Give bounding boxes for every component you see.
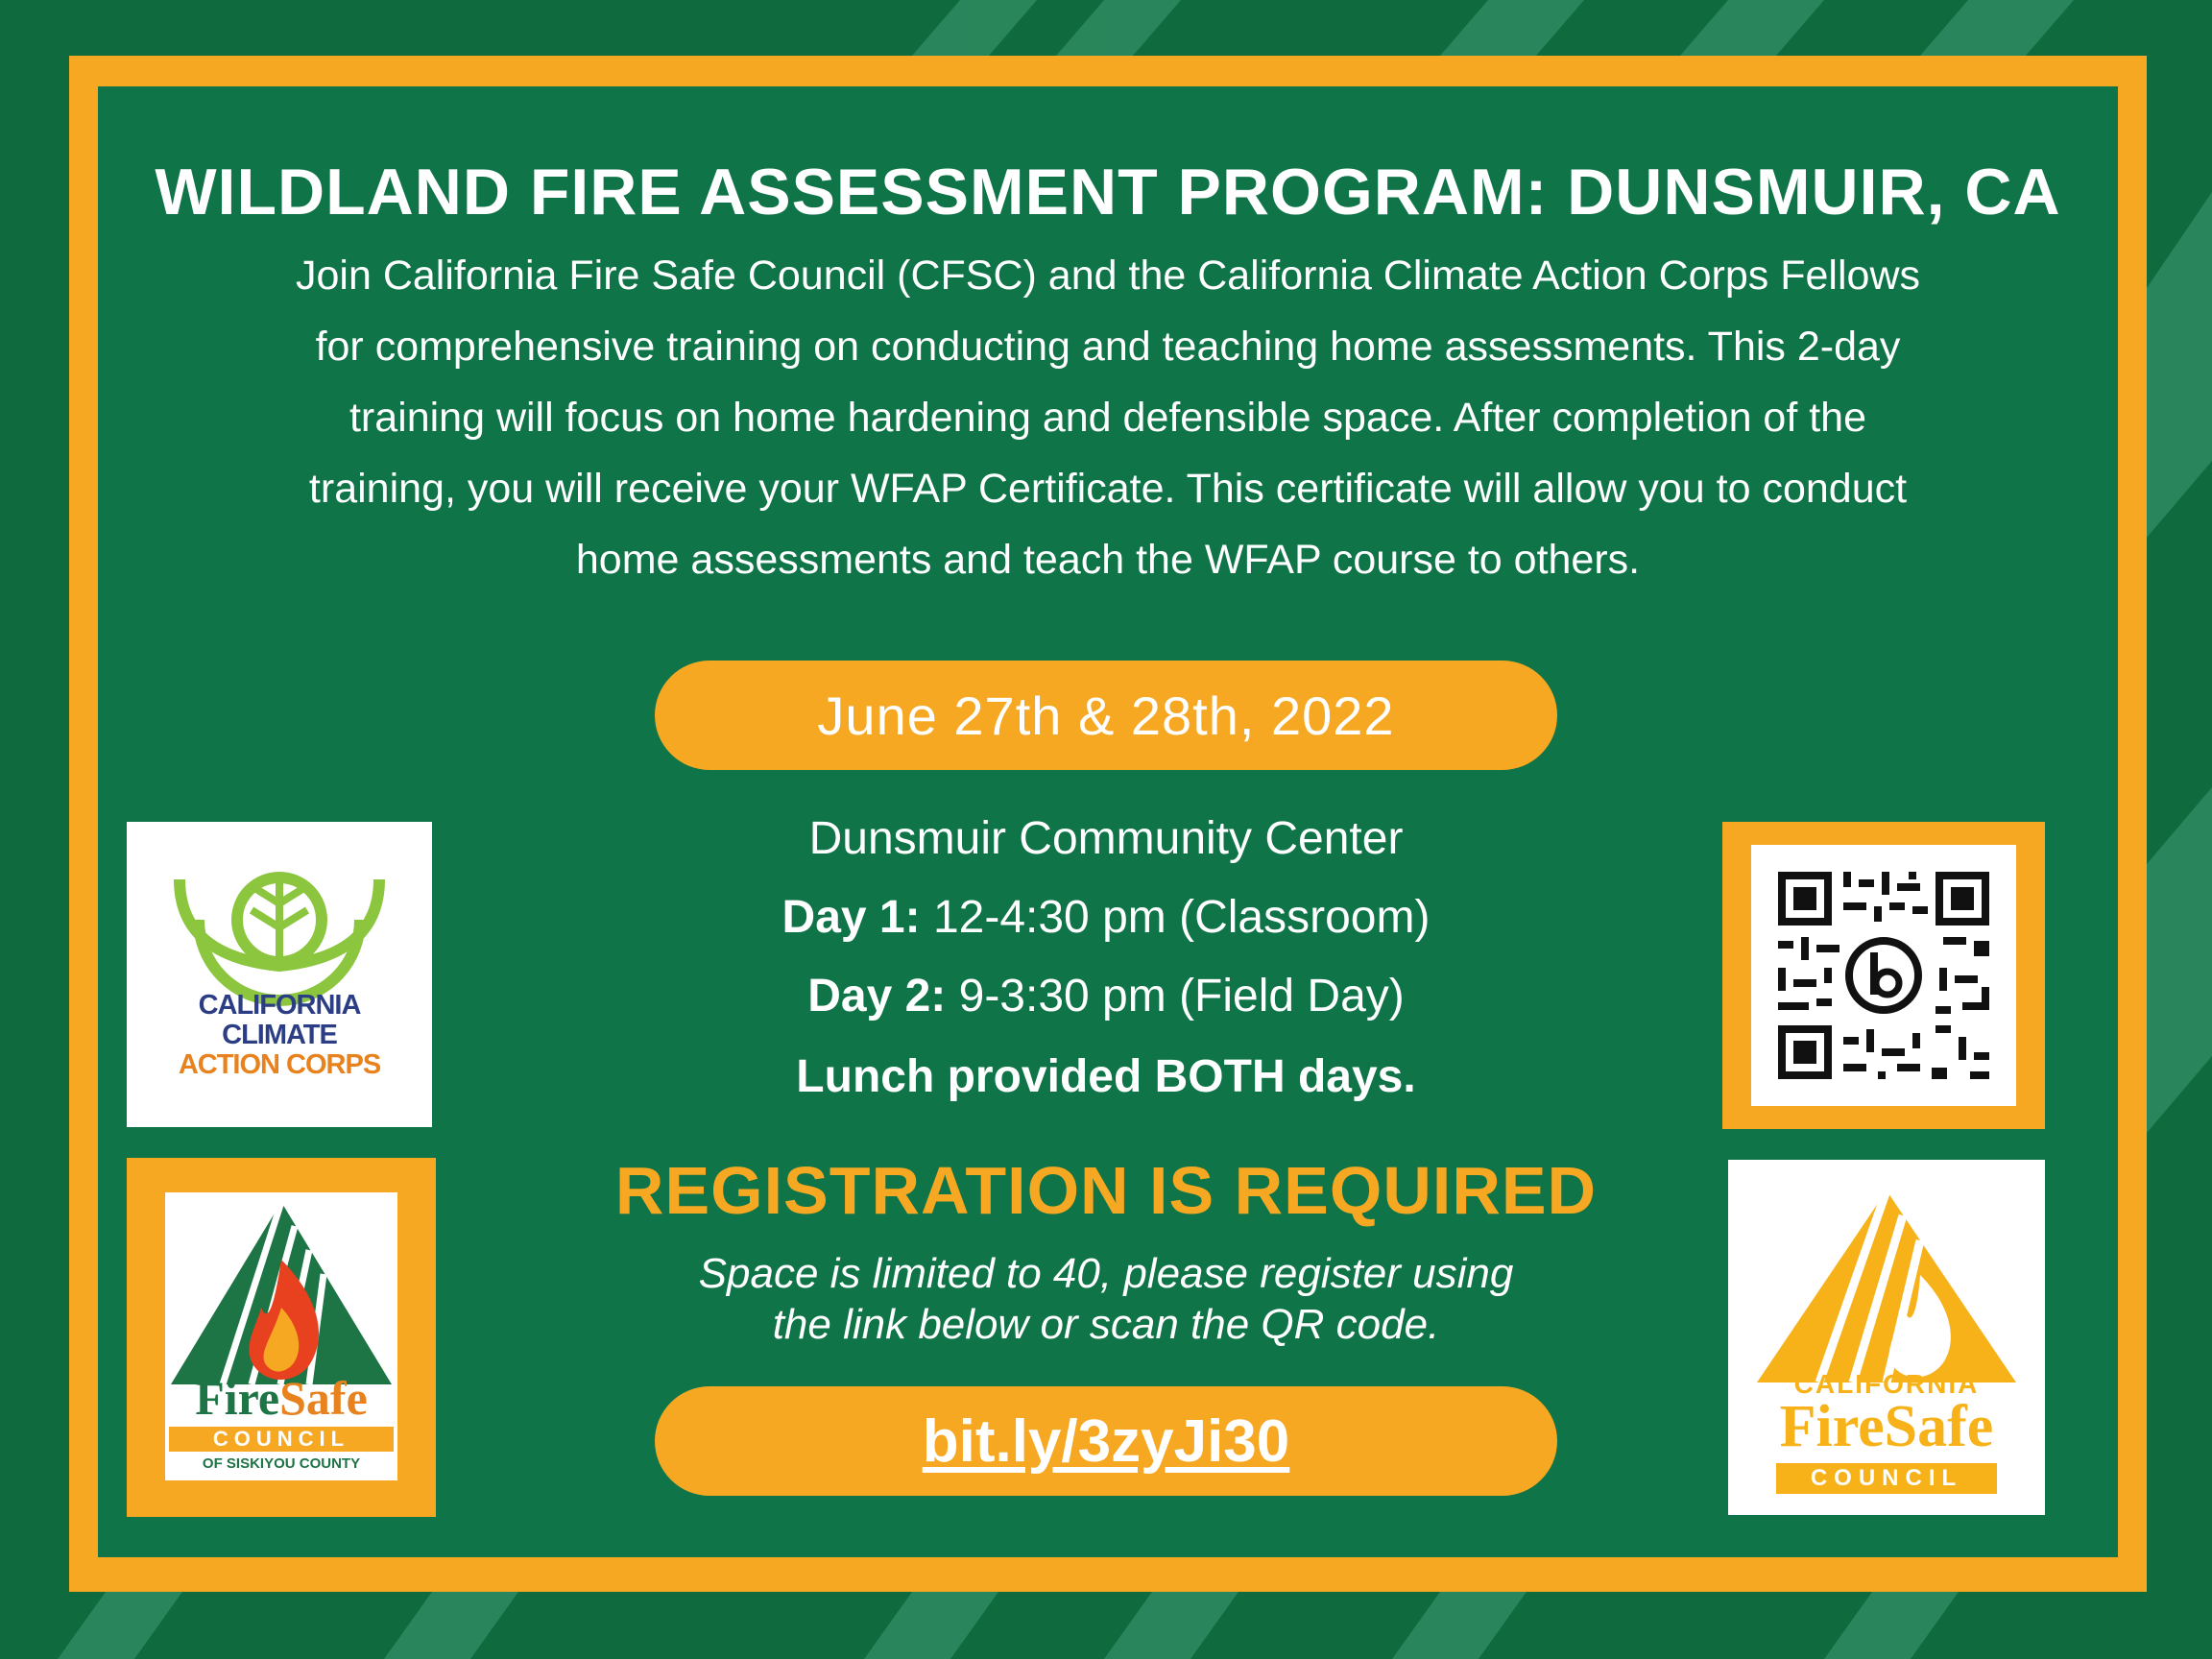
climate-corps-logo — [127, 822, 432, 1127]
space-note-line: Space is limited to 40, please register using — [698, 1250, 1514, 1297]
siskiyou-safe-text: Safe — [279, 1371, 368, 1425]
siskiyou-county-text: OF SISKIYOU COUNTY — [202, 1455, 361, 1472]
description-line: home assessments and teach the WFAP course to others. — [575, 537, 1641, 583]
qr-code-icon — [1751, 845, 2016, 1106]
qr-frame — [1722, 822, 2045, 1129]
cfsc-california-text: CALIFORNIA — [1793, 1369, 1980, 1399]
description-line: training will focus on home hardening and defensible space. After completion of the — [349, 395, 1867, 441]
description — [154, 240, 2062, 595]
description-line: Join California Fire Safe Council (CFSC) and the California Climate Action Corps Fellows — [296, 252, 1920, 299]
space-note-line: the link below or scan the QR code. — [772, 1301, 1440, 1348]
cfsc-triangle-icon — [1728, 1160, 2045, 1515]
day1-value: 12-4:30 pm (Classroom) — [920, 892, 1431, 943]
day2-label: Day 2: — [807, 971, 947, 1022]
day1-schedule — [576, 889, 1636, 947]
day1-label: Day 1: — [781, 892, 921, 943]
climate-corps-text: ACTION CORPS — [178, 1049, 381, 1080]
siskiyou-logo — [165, 1192, 397, 1480]
qr-code[interactable] — [1751, 845, 2016, 1106]
location: Dunsmuir Community Center — [808, 813, 1404, 864]
space-note — [538, 1248, 1674, 1350]
leaf-icon — [127, 822, 432, 1127]
siskiyou-logo-frame — [127, 1158, 436, 1517]
day2-schedule — [576, 968, 1636, 1025]
lunch-note: Lunch provided BOTH days. — [796, 1051, 1416, 1102]
cfsc-logo — [1728, 1160, 2045, 1515]
siskiyou-council-text: COUNCIL — [169, 1427, 394, 1452]
climate-corps-text: CLIMATE — [222, 1020, 337, 1050]
page-title: WILDLAND FIRE ASSESSMENT PROGRAM: DUNSMUIR, CA — [155, 156, 2061, 228]
registration-heading: REGISTRATION IS REQUIRED — [614, 1153, 1598, 1228]
description-line: training, you will receive your WFAP Certificate. This certificate will allow you to conduct — [308, 466, 1908, 512]
cfsc-safe-text: Safe — [1884, 1394, 1994, 1459]
registration-link-pill[interactable] — [655, 1386, 1557, 1496]
registration-link[interactable]: bit.ly/3zyJi30 — [922, 1407, 1290, 1475]
date-pill: June 27th & 28th, 2022 — [655, 661, 1557, 770]
siskiyou-fire-text: Fire — [195, 1371, 280, 1425]
climate-corps-text: CALIFORNIA — [198, 990, 361, 1021]
cfsc-council-text: COUNCIL — [1776, 1463, 1997, 1494]
description-line: for comprehensive training on conducting and teaching home assessments. This 2-day — [315, 324, 1901, 370]
day2-value: 9-3:30 pm (Field Day) — [946, 971, 1405, 1022]
cfsc-fire-text: Fire — [1779, 1394, 1885, 1459]
